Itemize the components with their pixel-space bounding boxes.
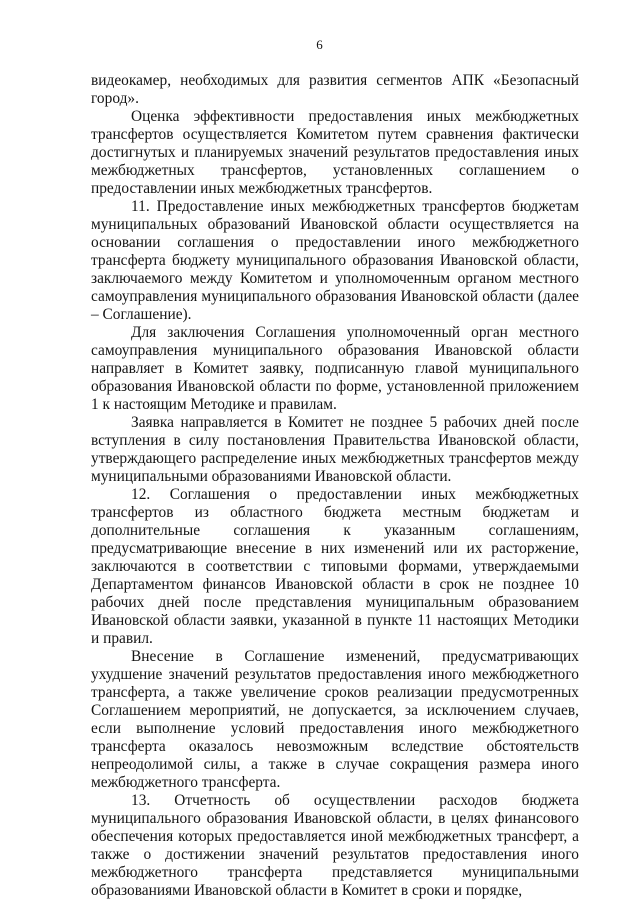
document-body xyxy=(91,72,579,900)
paragraph-application: Для заключения Соглашения уполномоченный орган местного самоуправления муниципального образования Ивановской области направляет в Комитет заявку, подписанную главой муниципального образования Ивановской области по форме, установленной приложением 1 к настоящим Методике и правилам. xyxy=(91,324,579,413)
paragraph-clause-13: 13. Отчетность об осуществлении расходов бюджета муниципального образования Ивановской области, в целях финансового обеспечения которых предоставляется иной межбюджетных трансферт, а также о достижении значений результатов предоставления иного межбюджетного трансферта представляется муниципальными образованиями Ивановской области в Комитет в сроки и порядке, xyxy=(91,792,579,899)
paragraph-clause-11: 11. Предоставление иных межбюджетных трансфертов бюджетам муниципальных образований Ивановской области осуществляется на основании соглашения о предоставлении иного межбюджетного трансферта бюджету муниципального образования Ивановской области, заключаемого между Комитетом и уполномоченным органом местного самоуправления муниципального образования Ивановской области (далее – Соглашение). xyxy=(91,198,579,323)
paragraph-evaluation: Оценка эффективности предоставления иных межбюджетных трансфертов осуществляется Комитетом путем сравнения фактически достигнутых и планируемых значений результатов предоставления иных межбюджетных трансфертов, установленных соглашением о предоставлении иных межбюджетных трансфертов. xyxy=(91,108,579,197)
paragraph-continuation: видеокамер, необходимых для развития сегментов АПК «Безопасный город». xyxy=(91,72,579,107)
paragraph-amendments: Внесение в Соглашение изменений, предусматривающих ухудшение значений результатов предоставления иного межбюджетного трансферта, а также увеличение сроков реализации предусмотренных Соглашением мероприятий, не допускается, за исключением случаев, если выполнение условий предоставления иного межбюджетного трансферта оказалось невозможным вследствие обстоятельств непреодолимой силы, а также в случае сокращения размера иного межбюджетного трансферта. xyxy=(91,648,579,791)
paragraph-clause-12: 12. Соглашения о предоставлении иных межбюджетных трансфертов из областного бюджета местным бюджетам и дополнительные соглашения к указанным соглашениям, предусматривающие внесение в них изменений или их расторжение, заключаются в соответствии с типовыми формами, утверждаемыми Департаментом финансов Ивановской области в срок не позднее 10 рабочих дней после представления муниципальным образованием Ивановской области заявки, указанной в пункте 11 настоящих Методики и правил. xyxy=(91,486,579,647)
page-number: 6 xyxy=(316,37,323,52)
paragraph-application-deadline: Заявка направляется в Комитет не позднее 5 рабочих дней после вступления в силу постановления Правительства Ивановской области, утверждающего распределение иных межбюджетных трансфертов между муниципальными образованиями Ивановской области. xyxy=(91,414,579,485)
